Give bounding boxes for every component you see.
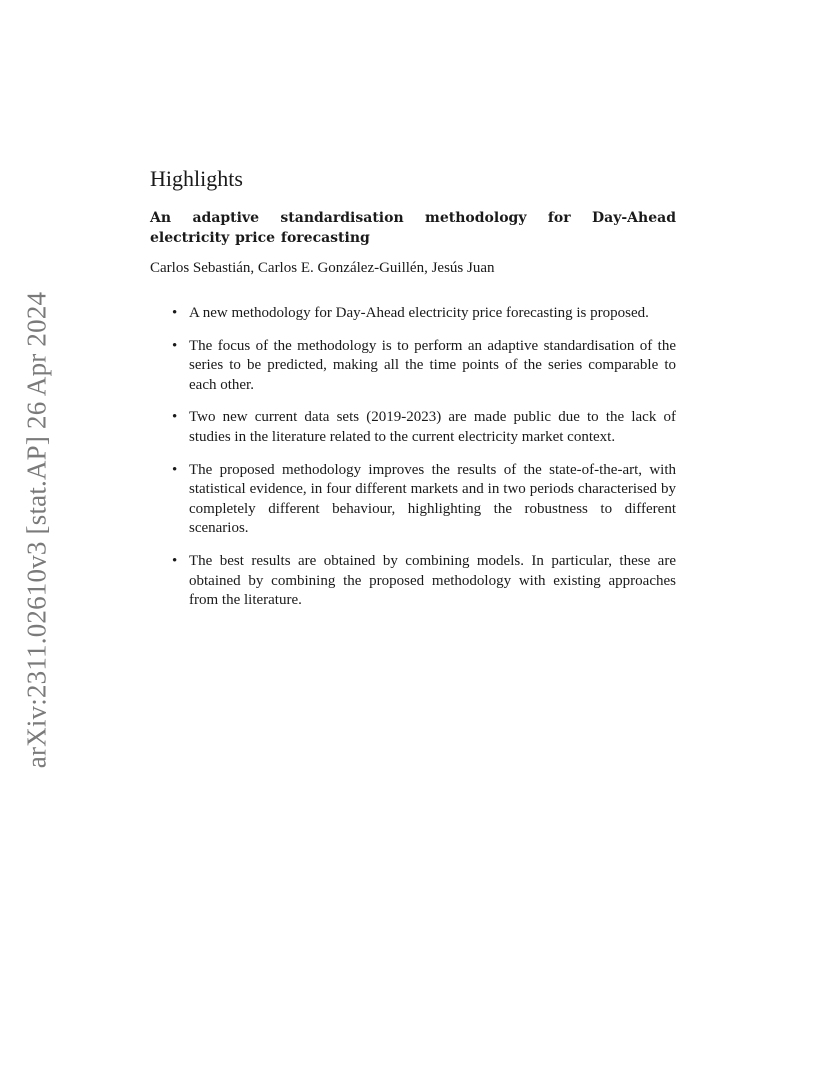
paper-authors: Carlos Sebastián, Carlos E. González-Guillén, Jesús Juan [150, 260, 495, 276]
highlight-item [150, 304, 676, 324]
highlight-text: The proposed methodology improves the results of the state-of-the-art, with statistical evidence, in four different markets and in two periods characterised by completely different behaviour, highlighting the robustness to different scenarios. [189, 461, 676, 537]
highlight-text: Two new current data sets (2019-2023) are made public due to the lack of studies in the literature related to the current electricity market context. [189, 409, 676, 445]
highlights-list [150, 304, 676, 611]
highlight-text: A new methodology for Day-Ahead electricity price forecasting is proposed. [189, 305, 649, 321]
highlights-page [150, 166, 676, 624]
page-heading: Highlights [150, 166, 243, 191]
bullet-icon: • [172, 305, 178, 321]
bullet-icon: • [172, 337, 178, 354]
bullet-icon: • [172, 552, 178, 569]
highlight-text: The best results are obtained by combining models. In particular, these are obtained by combining the proposed methodology with existing approaches from the literature. [189, 552, 676, 609]
bullet-icon: • [172, 409, 178, 426]
paper-title: An adaptive standardisation methodology for Day-Ahead electricity price forecasting [150, 210, 676, 246]
highlight-text: The focus of the methodology is to perform an adaptive standardisation of the series to be predicted, making all the time points of the series comparable to each other. [189, 337, 676, 393]
bullet-icon: • [172, 461, 178, 478]
highlight-item [150, 408, 676, 447]
arxiv-identifier-stamp: arXiv:2311.02610v3 [stat.AP] 26 Apr 2024 [21, 291, 52, 769]
highlight-item [150, 552, 676, 611]
highlight-item [150, 461, 676, 539]
highlight-item [150, 337, 676, 396]
